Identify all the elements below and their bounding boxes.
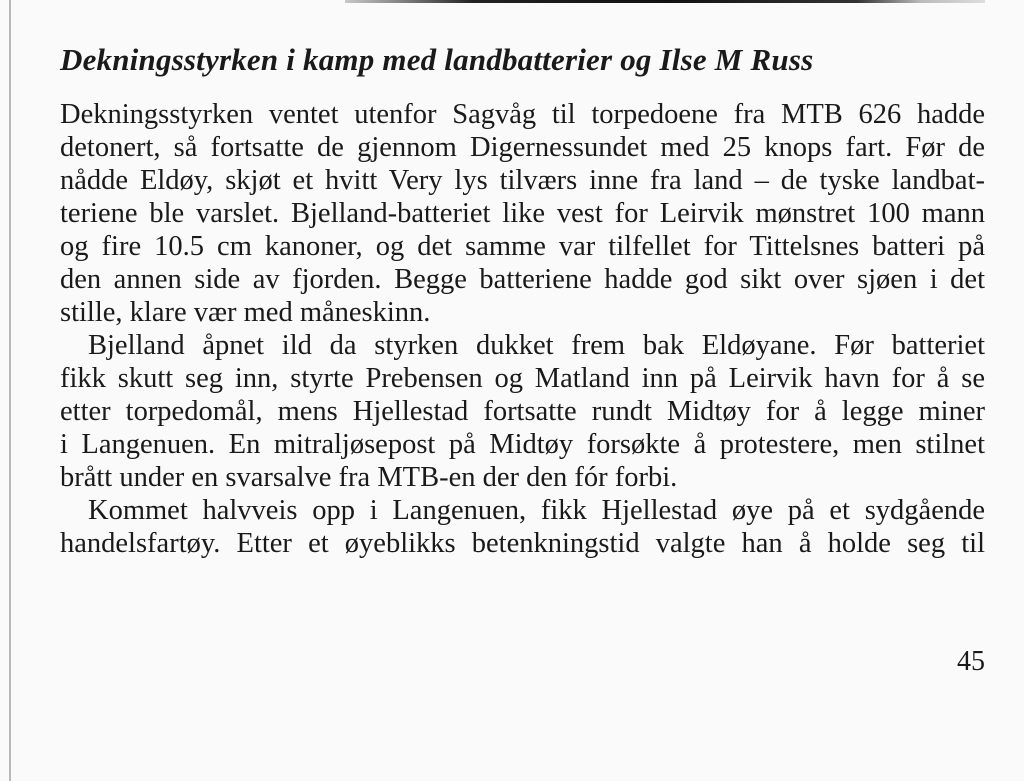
text-line: nådde Eldøy, skjøt et hvitt Very lys tilværs inne fra land – de tyske landbat- xyxy=(60,165,985,196)
scan-top-edge xyxy=(345,0,985,3)
text-line: fikk skutt seg inn, styrte Prebensen og Matland inn på Leirvik havn for å se xyxy=(60,363,985,394)
chapter-title: Dekningsstyrken i kamp med landbatterier og Ilse M Russ xyxy=(60,42,814,77)
text-line: stille, klare vær med måneskinn. xyxy=(60,297,431,328)
text-line: Dekningsstyrken ventet utenfor Sagvåg til torpedoene fra MTB 626 hadde xyxy=(60,99,985,130)
text-line: Kommet halvveis opp i Langenuen, fikk Hjellestad øye på et sydgående xyxy=(88,495,985,526)
text-line: detonert, så fortsatte de gjennom Digernessundet med 25 knops fart. Før de xyxy=(60,132,985,163)
text-line: handelsfartøy. Etter et øyeblikks betenkningstid valgte han å holde seg til xyxy=(60,528,985,559)
page-number: 45 xyxy=(957,646,985,677)
text-line: i Langenuen. En mitraljøsepost på Midtøy forsøkte å protestere, men stilnet xyxy=(60,429,985,460)
text-line: og fire 10.5 cm kanoner, og det samme var tilfellet for Tittelsnes batteri på xyxy=(60,231,985,262)
text-line: den annen side av fjorden. Begge batteriene hadde god sikt over sjøen i det xyxy=(60,264,985,295)
text-line: teriene ble varslet. Bjelland-batteriet like vest for Leirvik mønstret 100 mann xyxy=(60,198,985,229)
page-binding-edge xyxy=(9,0,11,781)
text-line: brått under en svarsalve fra MTB-en der den fór forbi. xyxy=(60,462,678,493)
body-text xyxy=(60,98,985,560)
text-line: etter torpedomål, mens Hjellestad fortsatte rundt Midtøy for å legge miner xyxy=(60,396,985,427)
text-line: Bjelland åpnet ild da styrken dukket frem bak Eldøyane. Før batteriet xyxy=(88,330,985,361)
